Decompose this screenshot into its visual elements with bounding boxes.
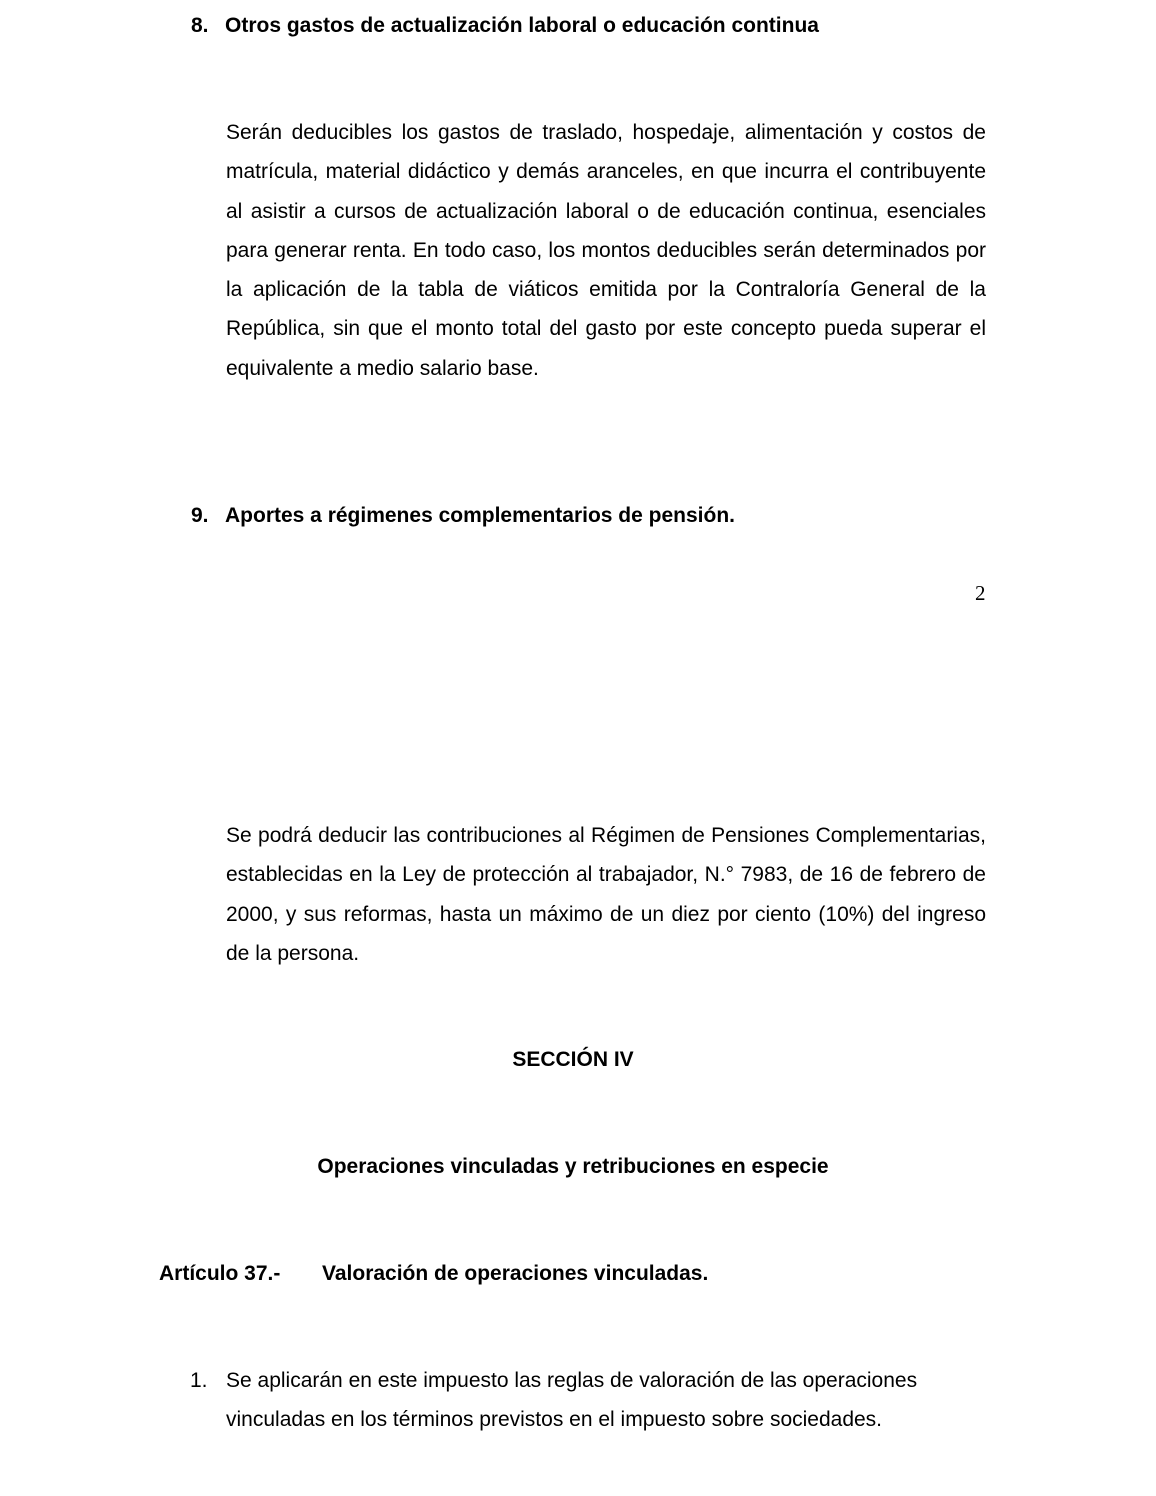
list-item xyxy=(190,1361,986,1440)
list-item-text: Se aplicarán en este impuesto las reglas de valoración de las operaciones vinculadas en los términos previstos en el impuesto sobre sociedades. xyxy=(226,1369,918,1432)
item-8-heading xyxy=(191,12,819,40)
item-9-title: Aportes a régimenes complementarios de pensión. xyxy=(225,504,735,527)
item-8-paragraph: Serán deducibles los gastos de traslado, hospedaje, alimentación y costos de matrícula, material didáctico y demás aranceles, en que incurra el contribuyente al asistir a cursos de actualización laboral o de educación continua, esenciales para generar renta. En todo caso, los montos deducibles serán determinados por la aplicación de la tabla de viáticos emitida por la Contraloría General de la República, sin que el monto total del gasto por este concepto pueda superar el equivalente a medio salario base. xyxy=(226,121,986,380)
item-8-number: 8. xyxy=(191,14,209,37)
article-title: Valoración de operaciones vinculadas. xyxy=(322,1262,709,1285)
article-heading xyxy=(159,1260,708,1288)
item-8-title: Otros gastos de actualización laboral o educación continua xyxy=(225,14,819,37)
page-number: 2 xyxy=(975,581,986,605)
article-label: Artículo 37.- xyxy=(159,1262,281,1285)
section-subtitle: Operaciones vinculadas y retribuciones en especie xyxy=(317,1155,829,1178)
item-9-heading xyxy=(191,502,735,530)
list-item-number: 1. xyxy=(190,1369,208,1392)
item-9-number: 9. xyxy=(191,504,209,527)
section-title: SECCIÓN IV xyxy=(512,1048,634,1071)
item-9-paragraph: Se podrá deducir las contribuciones al Régimen de Pensiones Complementarias, establecidas en la Ley de protección al trabajador, N.° 7983, de 16 de febrero de 2000, y sus reformas, hasta un máximo de un diez por ciento (10%) del ingreso de la persona. xyxy=(226,824,986,965)
